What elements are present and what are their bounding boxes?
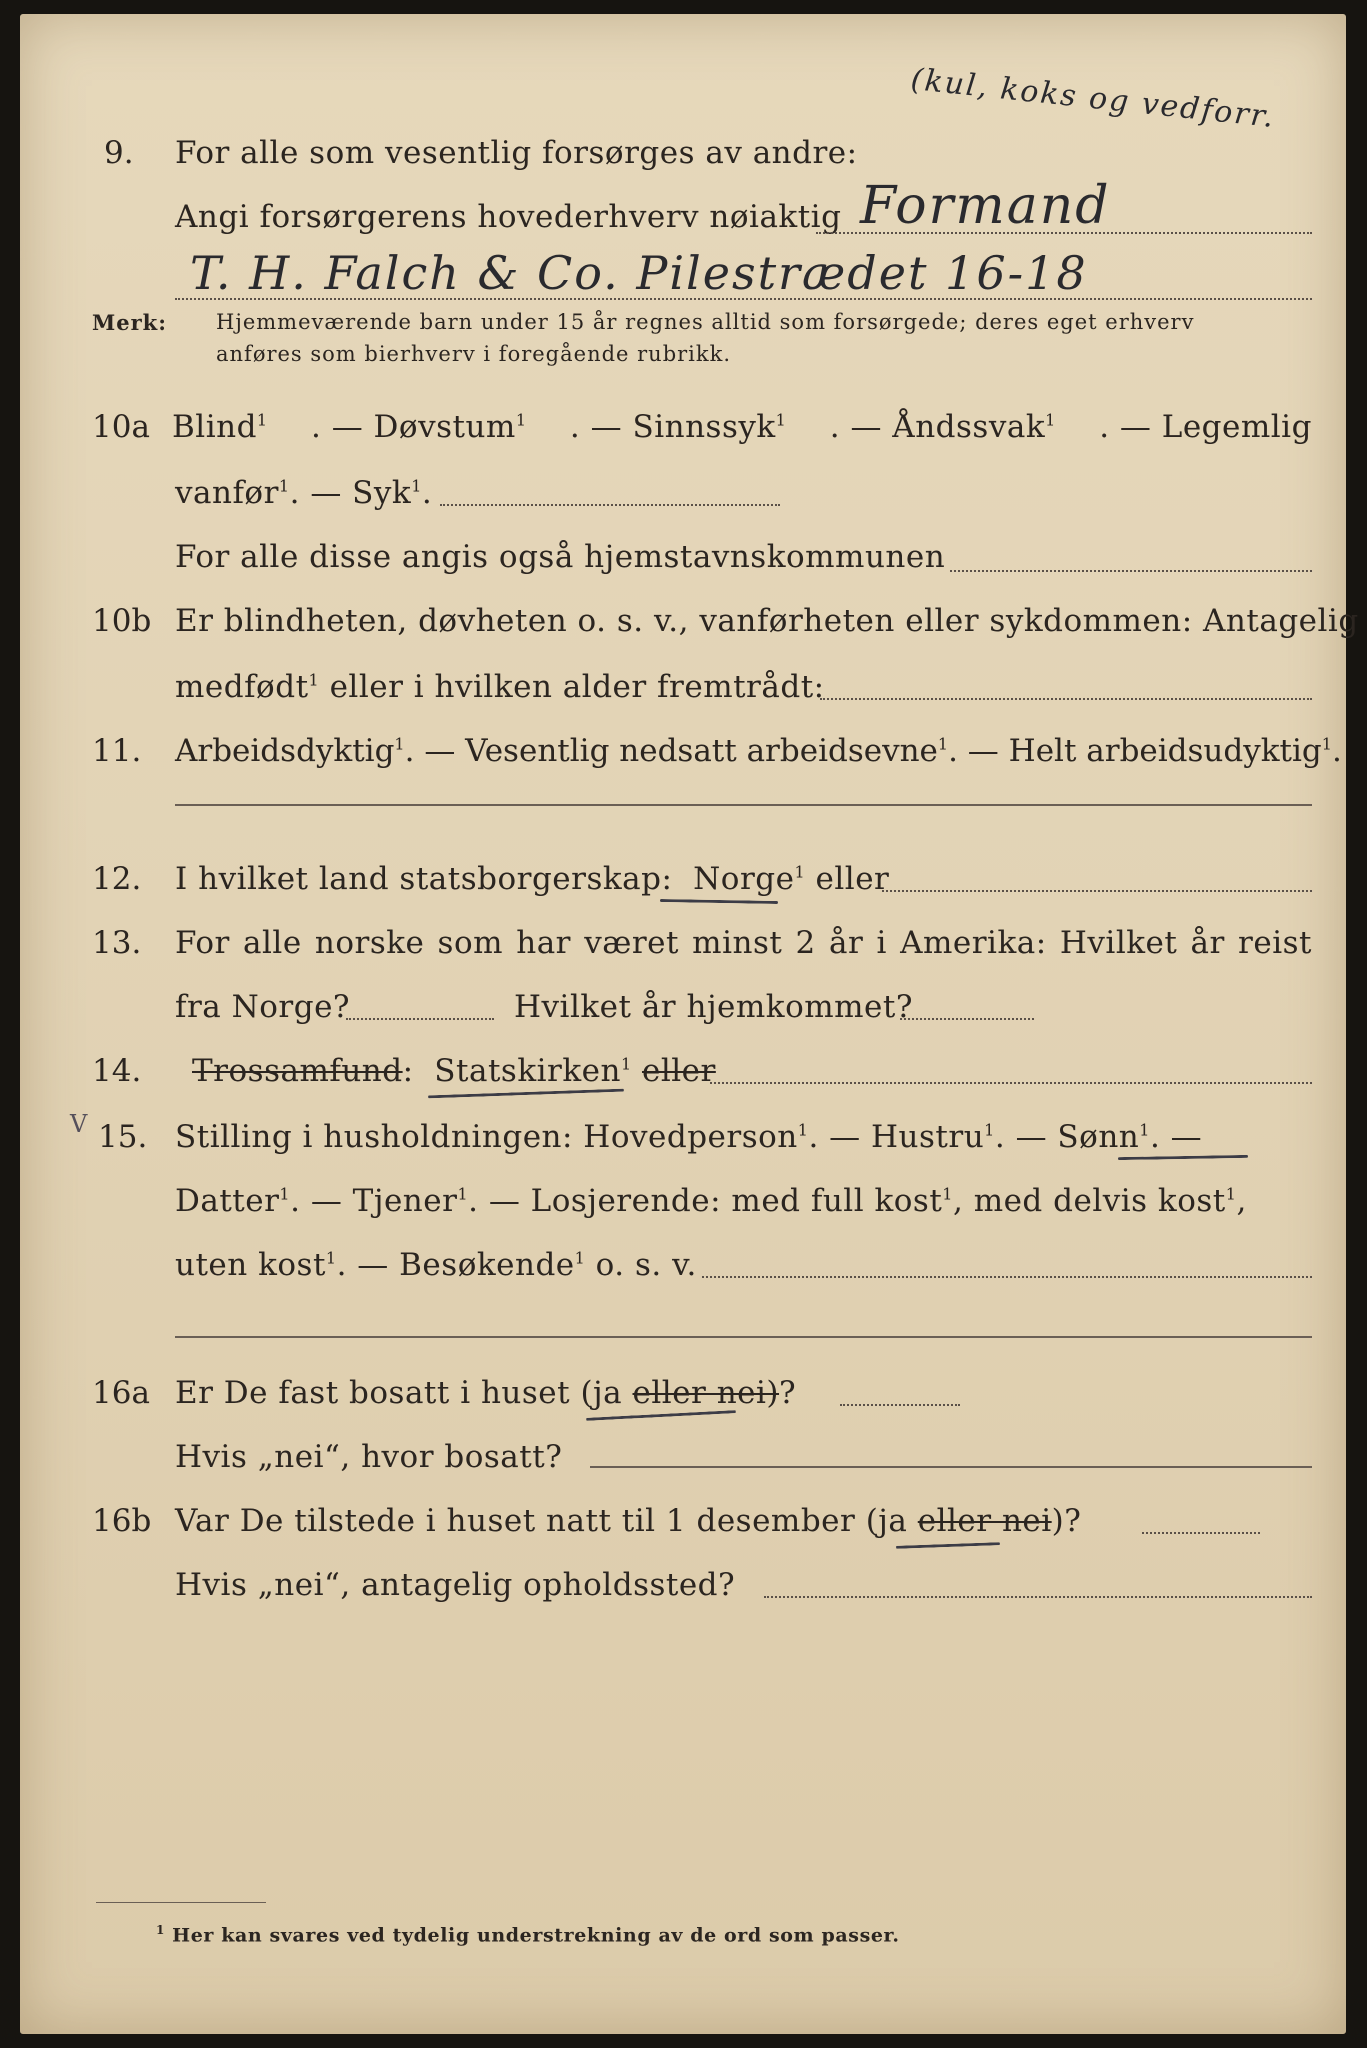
q15-margin-check: V [70,1110,88,1138]
q12-line: I hvilket land statsborgerskap: Norge$^1$ eller [175,861,890,897]
q16b-ja-underline [896,1542,1000,1549]
q12-norge-underline [660,899,778,904]
q16a-dotline [840,1404,960,1406]
q9-answer-address[interactable]: T. H. Falch & Co. Pilestrædet 16-18 [190,246,1088,300]
q14-number: 14. [92,1053,142,1089]
q15-line3: uten kost$^1$. — Besøkende$^1$ o. s. v. [175,1247,697,1283]
merk-label: Merk: [92,310,167,335]
q10a-syk-dotline [440,504,780,506]
q13-number: 13. [92,925,142,961]
q10b-line1: Er blindheten, døvheten o. s. v., vanførheten eller sykdommen: Antagelig [175,603,1359,639]
q10b-number: 10b [92,603,152,639]
q10b-line2: medfødt$^1$ eller i hvilken alder fremtrådt: [175,669,825,705]
q15-dotline [702,1276,1312,1278]
q14-statskirken-underline [428,1089,624,1099]
q12-dotline [882,890,1312,892]
q15-sonn-underline [1118,1155,1248,1160]
q13-line2a: fra Norge? [175,989,351,1025]
census-form-page [20,14,1359,2034]
q12-norge[interactable]: Norge [693,861,795,897]
q15-number: 15. [98,1119,148,1155]
q15-line2: Datter$^1$. — Tjener$^1$. — Losjerende: med full kost$^1$, med delvis kost$^1$, [175,1183,1247,1219]
merk-line2: anføres som bierhverv i foregående rubrikk. [216,342,732,366]
q10a-hjemstavn-dotline [950,570,1312,572]
q13-hjemkommet-dotline [900,1018,1034,1020]
q11-line: Arbeidsdyktig$^1$. — Vesentlig nedsatt arbeidsevne$^1$. — Helt arbeidsudyktig$^1$. [175,733,1342,769]
q13-line1: For alle norske som har været minst 2 år i Amerika: Hvilket år reist [175,925,1312,961]
q14-statskirken[interactable]: Statskirken [434,1053,621,1089]
q16a-line2: Hvis „nei“, hvor bosatt? [175,1439,563,1475]
footnote-text: $^1$ Her kan svares ved tydelig understrekning av de ord som passer. [156,1923,900,1947]
q15-sonn[interactable]: Sønn [1057,1119,1140,1155]
q10b-dotline [820,698,1312,700]
q13-reist-dotline [346,1018,494,1020]
q10a-line1: Blind$^1$ . — Døvstum$^1$ . — Sinnssyk$^1$ . — Åndssvak$^1$ . — Legemlig [172,409,1312,445]
q16b-dotline [1142,1532,1260,1534]
q9-answer-occupation[interactable]: Formand [860,176,1111,236]
q16b-line2: Hvis „nei“, antagelig opholdssted? [175,1567,736,1603]
merk-line1: Hjemmeværende barn under 15 år regnes alltid som forsørgede; deres eget erhverv [216,310,1195,334]
margin-handwritten-note: (kul, koks og vedforr. [909,61,1277,136]
footnote-separator [96,1902,266,1903]
q12-number: 12. [92,861,142,897]
q10a-line3: For alle disse angis også hjemstavnskommunen [175,539,946,575]
q10a-number: 10a [92,409,150,445]
q9-number: 9. [104,135,134,171]
q13-line2b: Hvilket år hjemkommet? [514,989,913,1025]
q16a-answer-rule [590,1466,1312,1468]
q16b-line1: Var De tilstede i huset natt til 1 desember (ja eller nei)? [175,1503,1082,1539]
q11-answer-rule [175,804,1312,806]
q16a-ja-underline [586,1410,736,1421]
q16a-number: 16a [92,1375,150,1411]
q16b-answer-dotline [764,1596,1312,1598]
q10a-line2: vanfør$^1$. — Syk$^1$. [175,475,433,511]
q11-number: 11. [92,733,142,769]
q9-line1: For alle som vesentlig forsørges av andre: [175,135,858,171]
q15-line1: Stilling i husholdningen: Hovedperson$^1$. — Hustru$^1$. — Sønn$^1$. — [175,1119,1203,1155]
q16b-number: 16b [92,1503,152,1539]
q14-dotline [710,1082,1312,1084]
q15-answer-rule [175,1336,1312,1338]
q9-line2: Angi forsørgerens hovederhverv nøiaktig [175,199,842,235]
q14-line: Trossamfund: Statskirken$^1$ eller [192,1053,716,1089]
q16a-line1: Er De fast bosatt i huset (ja eller nei)? [175,1375,797,1411]
